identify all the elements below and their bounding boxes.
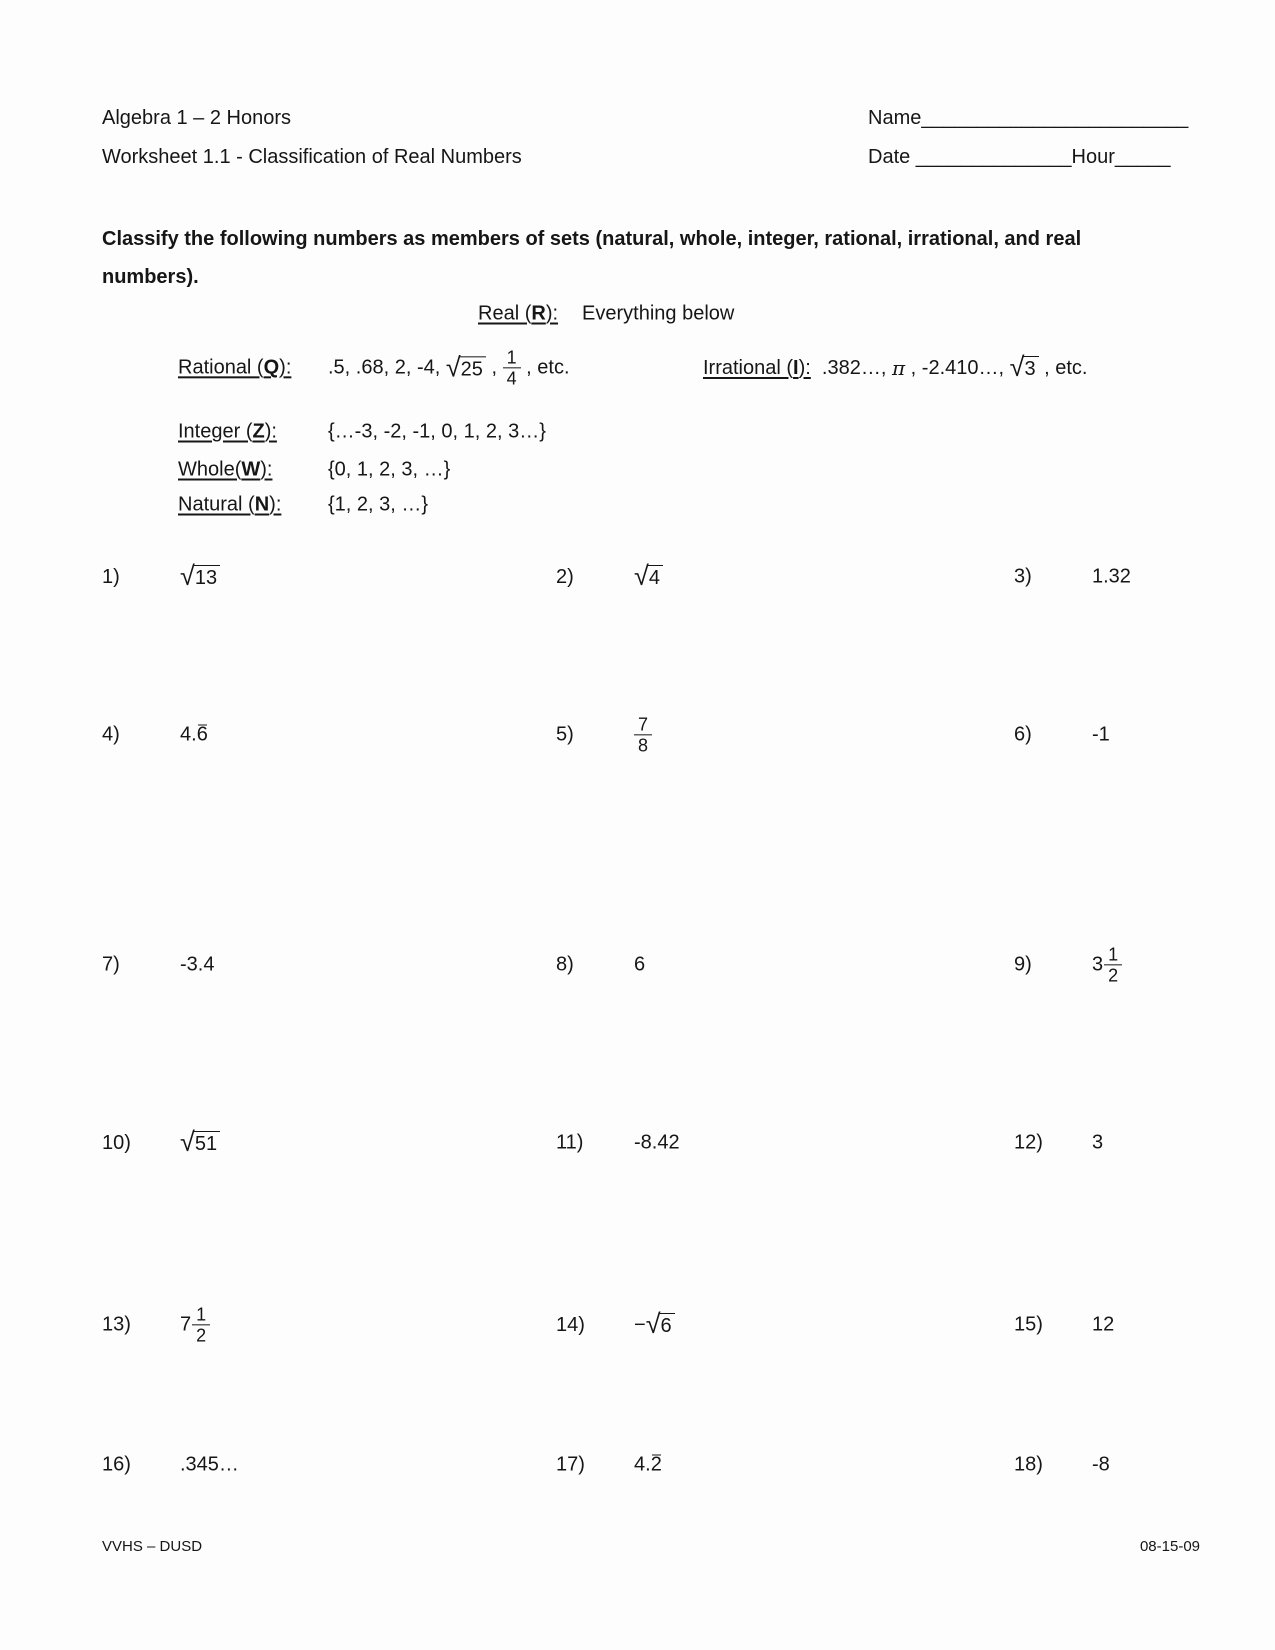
problem-14 — [556, 1309, 675, 1339]
problem-number: 11) — [556, 1131, 584, 1154]
problem-5 — [556, 714, 652, 755]
problem-number: 4) — [102, 723, 120, 746]
fraction: $\frac{1}{2}$ — [192, 1304, 210, 1345]
problem-11 — [556, 1132, 680, 1155]
natural-label: Natural (N): — [178, 493, 282, 516]
definition-natural — [178, 494, 428, 517]
sqrt-radical: √ 6 — [646, 1313, 675, 1337]
problem-13 — [102, 1304, 210, 1345]
problem-18 — [1014, 1454, 1110, 1477]
problem-2 — [556, 561, 663, 591]
mixed-number: 7 $\frac{1}{2}$ — [180, 1304, 210, 1345]
problem-value: -8.42 — [634, 1131, 680, 1154]
problem-10 — [102, 1127, 220, 1157]
problem-value: -1 — [1092, 723, 1110, 746]
date-hour-blank-line: Date ______________Hour_____ — [868, 146, 1171, 168]
rational-examples: .5, .68, 2, -4, √ 25 , $\frac{1}{4}$ , etc. — [328, 347, 570, 389]
problem-17 — [556, 1454, 662, 1477]
irrational-label: Irrational (I): — [703, 356, 811, 379]
problem-value: 12 — [1092, 1313, 1115, 1336]
mixed-number: 3 $\frac{1}{2}$ — [1092, 944, 1122, 985]
real-content: Everything below — [582, 302, 735, 325]
problem-number: 3) — [1014, 565, 1032, 588]
fraction: $\frac{7}{8}$ — [634, 714, 652, 755]
problem-number: 16) — [102, 1453, 131, 1476]
whole-label: Whole(W): — [178, 458, 273, 481]
problem-number: 6) — [1014, 723, 1032, 746]
footer-date: 08-15-09 — [1139, 1538, 1200, 1555]
whole-set: {0, 1, 2, 3, …} — [328, 458, 451, 481]
problem-1 — [102, 561, 220, 591]
instructions-text: Classify the following numbers as members of sets (natural, whole, integer, rational, irrational, and real numbers). — [102, 228, 1082, 288]
name-blank-line: Name________________________ — [868, 107, 1189, 129]
footer-school: VVHS – DUSD — [102, 1538, 203, 1555]
fraction: $\frac{1}{4}$ — [503, 347, 521, 388]
sqrt-radical: √ 25 — [446, 356, 486, 380]
problem-4 — [102, 724, 208, 747]
problem-value: 4. 6 — [180, 723, 208, 746]
problem-value: -8 — [1092, 1453, 1110, 1476]
pi-symbol: π — [891, 356, 906, 380]
problem-number: 14) — [556, 1313, 585, 1336]
sqrt-radical: √ 13 — [180, 565, 220, 589]
problem-number: 17) — [556, 1453, 585, 1476]
definition-real — [478, 303, 734, 326]
problem-7 — [102, 954, 214, 977]
problem-16 — [102, 1454, 239, 1477]
rational-label: Rational (Q): — [178, 356, 292, 379]
integer-set: {…-3, -2, -1, 0, 1, 2, 3…} — [328, 420, 546, 443]
problem-value: − √ 6 — [634, 1313, 675, 1337]
natural-set: {1, 2, 3, …} — [328, 493, 429, 516]
problem-number: 12) — [1014, 1131, 1043, 1154]
real-label: Real (R): — [478, 302, 559, 325]
definition-integer — [178, 421, 546, 444]
problem-3 — [1014, 566, 1131, 589]
irrational-examples: .382…, π , -2.410…, √ 3 , etc. — [810, 352, 1088, 382]
problem-number: 9) — [1014, 953, 1032, 976]
problem-15 — [1014, 1314, 1114, 1337]
sqrt-radical: √ 4 — [634, 565, 663, 589]
problem-value: 3 — [1092, 1131, 1104, 1154]
problem-12 — [1014, 1132, 1103, 1155]
integer-label: Integer (Z): — [178, 420, 277, 443]
problem-value: .345… — [180, 1453, 239, 1476]
problem-value — [180, 1127, 220, 1157]
course-title: Algebra 1 – 2 Honors — [102, 107, 292, 129]
problem-value: 6 — [634, 953, 646, 976]
definition-irrational — [703, 352, 1088, 382]
problem-value — [634, 561, 663, 591]
definition-whole — [178, 459, 450, 482]
problem-value: 4. 2 — [634, 1453, 662, 1476]
problem-9 — [1014, 944, 1122, 985]
problem-value: 1.32 — [1092, 565, 1131, 588]
problem-number: 10) — [102, 1131, 131, 1154]
problem-number: 2) — [556, 565, 574, 588]
problem-number: 7) — [102, 953, 120, 976]
problem-value — [180, 1304, 210, 1345]
problem-number: 5) — [556, 723, 574, 746]
problem-number: 18) — [1014, 1453, 1043, 1476]
definition-rational — [178, 347, 570, 388]
fraction: $\frac{1}{2}$ — [1104, 944, 1122, 985]
repeating-decimal-bar: 2 — [650, 1453, 662, 1476]
problem-8 — [556, 954, 645, 977]
problem-number: 1) — [102, 565, 120, 588]
sqrt-radical: √ 3 — [1010, 356, 1039, 380]
repeating-decimal-bar: 6 — [196, 723, 208, 746]
worksheet-title: Worksheet 1.1 - Classification of Real Numbers — [102, 146, 522, 168]
problem-value — [1092, 944, 1122, 985]
problem-6 — [1014, 724, 1110, 747]
problem-number: 15) — [1014, 1313, 1043, 1336]
sqrt-radical: √ 51 — [180, 1131, 220, 1155]
problem-value — [180, 561, 220, 591]
problem-value: -3.4 — [180, 953, 215, 976]
problem-number: 8) — [556, 953, 574, 976]
problem-value — [634, 714, 652, 755]
problem-number: 13) — [102, 1313, 131, 1336]
